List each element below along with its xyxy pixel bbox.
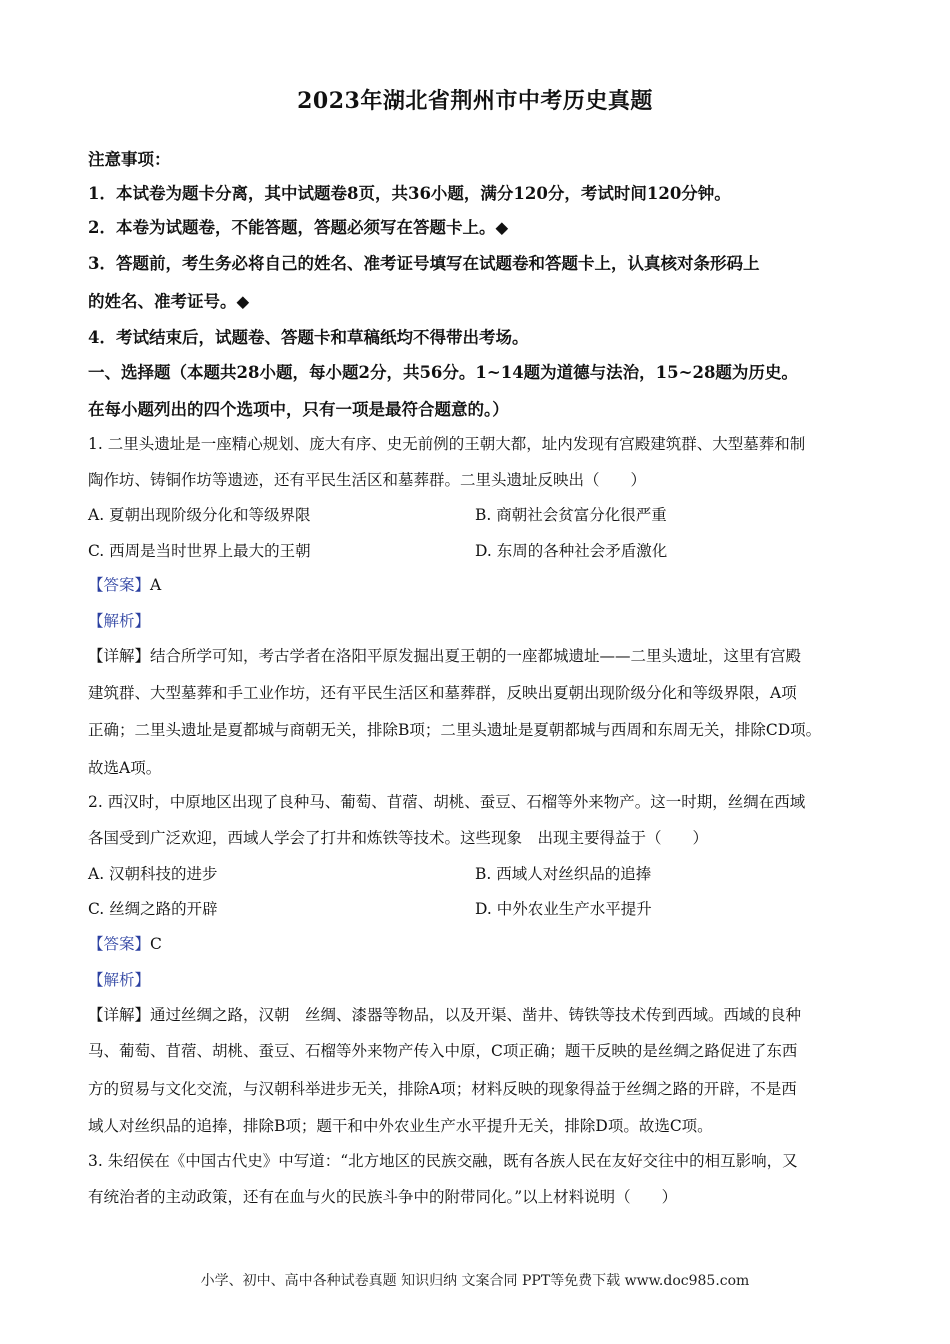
q1-analysis-tag: 【解析】 [88,612,151,630]
q1-stem-line2: 陶作坊、铸铜作坊等遗迹，还有平民生活区和墓葬群。二里头遗址反映出（ ） [88,471,647,489]
q2-answer-tag: 【答案】 [88,935,151,953]
q2-option-c: C. 丝绸之路的开辟 [88,900,218,918]
notice-item-1: 1．本试卷为题卡分离，其中试题卷8页，共36小题，满分120分，考试时间120分钟。 [88,184,731,203]
q2-detail-line2: 马、葡萄、苜蓿、胡桃、蚕豆、石榴等外来物产传入中原，C项正确；题干反映的是丝绸之路促进了东西 [88,1042,798,1060]
q1-detail-line4: 故选A项。 [88,759,162,777]
section-heading-cont: 在每小题列出的四个选项中，只有一项是最符合题意的。） [88,400,509,419]
q1-detail-line1 [88,644,888,666]
q1-option-b: B. 商朝社会贫富分化很严重 [475,506,667,524]
q1-detail-tag: 【详解】 [88,647,151,665]
q2-detail-line4: 域人对丝织品的追捧，排除B项；题干和中外农业生产水平提升无关，排除D项。故选C项。 [88,1117,713,1135]
section-heading: 一、选择题（本题共28小题，每小题2分，共56分。1~14题为道德与法治，15~28题为历史。 [88,363,798,382]
q2-option-b: B. 西域人对丝织品的追捧 [475,865,652,883]
q2-detail-tag: 【详解】 [88,1006,151,1024]
notice-item-2: 2．本卷为试题卷，不能答题，答题必须写在答题卡上。◆ [88,218,509,237]
notice-item-3: 3．答题前，考生务必将自己的姓名、准考证号填写在试题卷和答题卡上，认真核对条形码上 [88,254,760,273]
q1-detail-line3: 正确；二里头遗址是夏都城与商朝无关，排除B项；二里头遗址是夏朝都城与西周和东周无关，排除CD项。 [88,721,822,739]
notice-item-4: 4．考试结束后，试题卷、答题卡和草稿纸均不得带出考场。 [88,328,529,347]
notice-heading: 注意事项： [88,150,171,169]
q2-answer-value: C [150,935,162,953]
q2-detail-line1 [88,1003,888,1025]
q2-detail-text1: 通过丝绸之路，汉朝 丝绸、漆器等物品，以及开渠、凿井、铸铁等技术传到西域。西域的良种 [150,1006,802,1024]
q1-answer [88,573,888,595]
q1-option-a: A. 夏朝出现阶级分化和等级界限 [88,506,311,524]
q3-stem-line2: 有统治者的主动政策，还有在血与火的民族斗争中的附带同化。”以上材料说明（ ） [88,1188,678,1206]
q1-option-c: C. 西周是当时世界上最大的王朝 [88,542,311,560]
q2-option-d: D. 中外农业生产水平提升 [475,900,652,918]
q2-analysis-tag: 【解析】 [88,971,151,989]
q2-option-a: A. 汉朝科技的进步 [88,865,218,883]
q3-stem-line1: 3. 朱绍侯在《中国古代史》中写道：“北方地区的民族交融，既有各族人民在友好交往中的相互影响，又 [88,1152,798,1170]
page-title: 2023年湖北省荆州市中考历史真题 [297,88,653,114]
q2-detail-line3: 方的贸易与文化交流，与汉朝科举进步无关，排除A项；材料反映的现象得益于丝绸之路的开辟，不是西 [88,1080,797,1098]
q1-option-d: D. 东周的各种社会矛盾激化 [475,542,668,560]
q2-answer [88,932,888,954]
q2-stem-line2: 各国受到广泛欢迎，西域人学会了打井和炼铁等技术。这些现象 出现主要得益于（ ） [88,829,709,847]
q1-answer-tag: 【答案】 [88,576,151,594]
page-footer: 小学、初中、高中各种试卷真题 知识归纳 文案合同 PPT等免费下载 www.doc985.com [200,1273,750,1289]
q1-detail-text1: 结合所学可知，考古学者在洛阳平原发掘出夏王朝的一座都城遗址——二里头遗址，这里有宫殿 [150,647,802,665]
q2-stem-line1: 2. 西汉时，中原地区出现了良种马、葡萄、苜蓿、胡桃、蚕豆、石榴等外来物产。这一时期，丝绸在西域 [88,793,806,811]
q1-detail-line2: 建筑群、大型墓葬和手工业作坊，还有平民生活区和墓葬群，反映出夏朝出现阶级分化和等级界限，A项 [88,684,797,702]
q1-answer-value: A [150,576,162,594]
notice-item-3-cont: 的姓名、准考证号。◆ [88,292,250,311]
q1-stem-line1: 1. 二里头遗址是一座精心规划、庞大有序、史无前例的王朝大都，址内发现有宫殿建筑群、大型墓葬和制 [88,435,806,453]
